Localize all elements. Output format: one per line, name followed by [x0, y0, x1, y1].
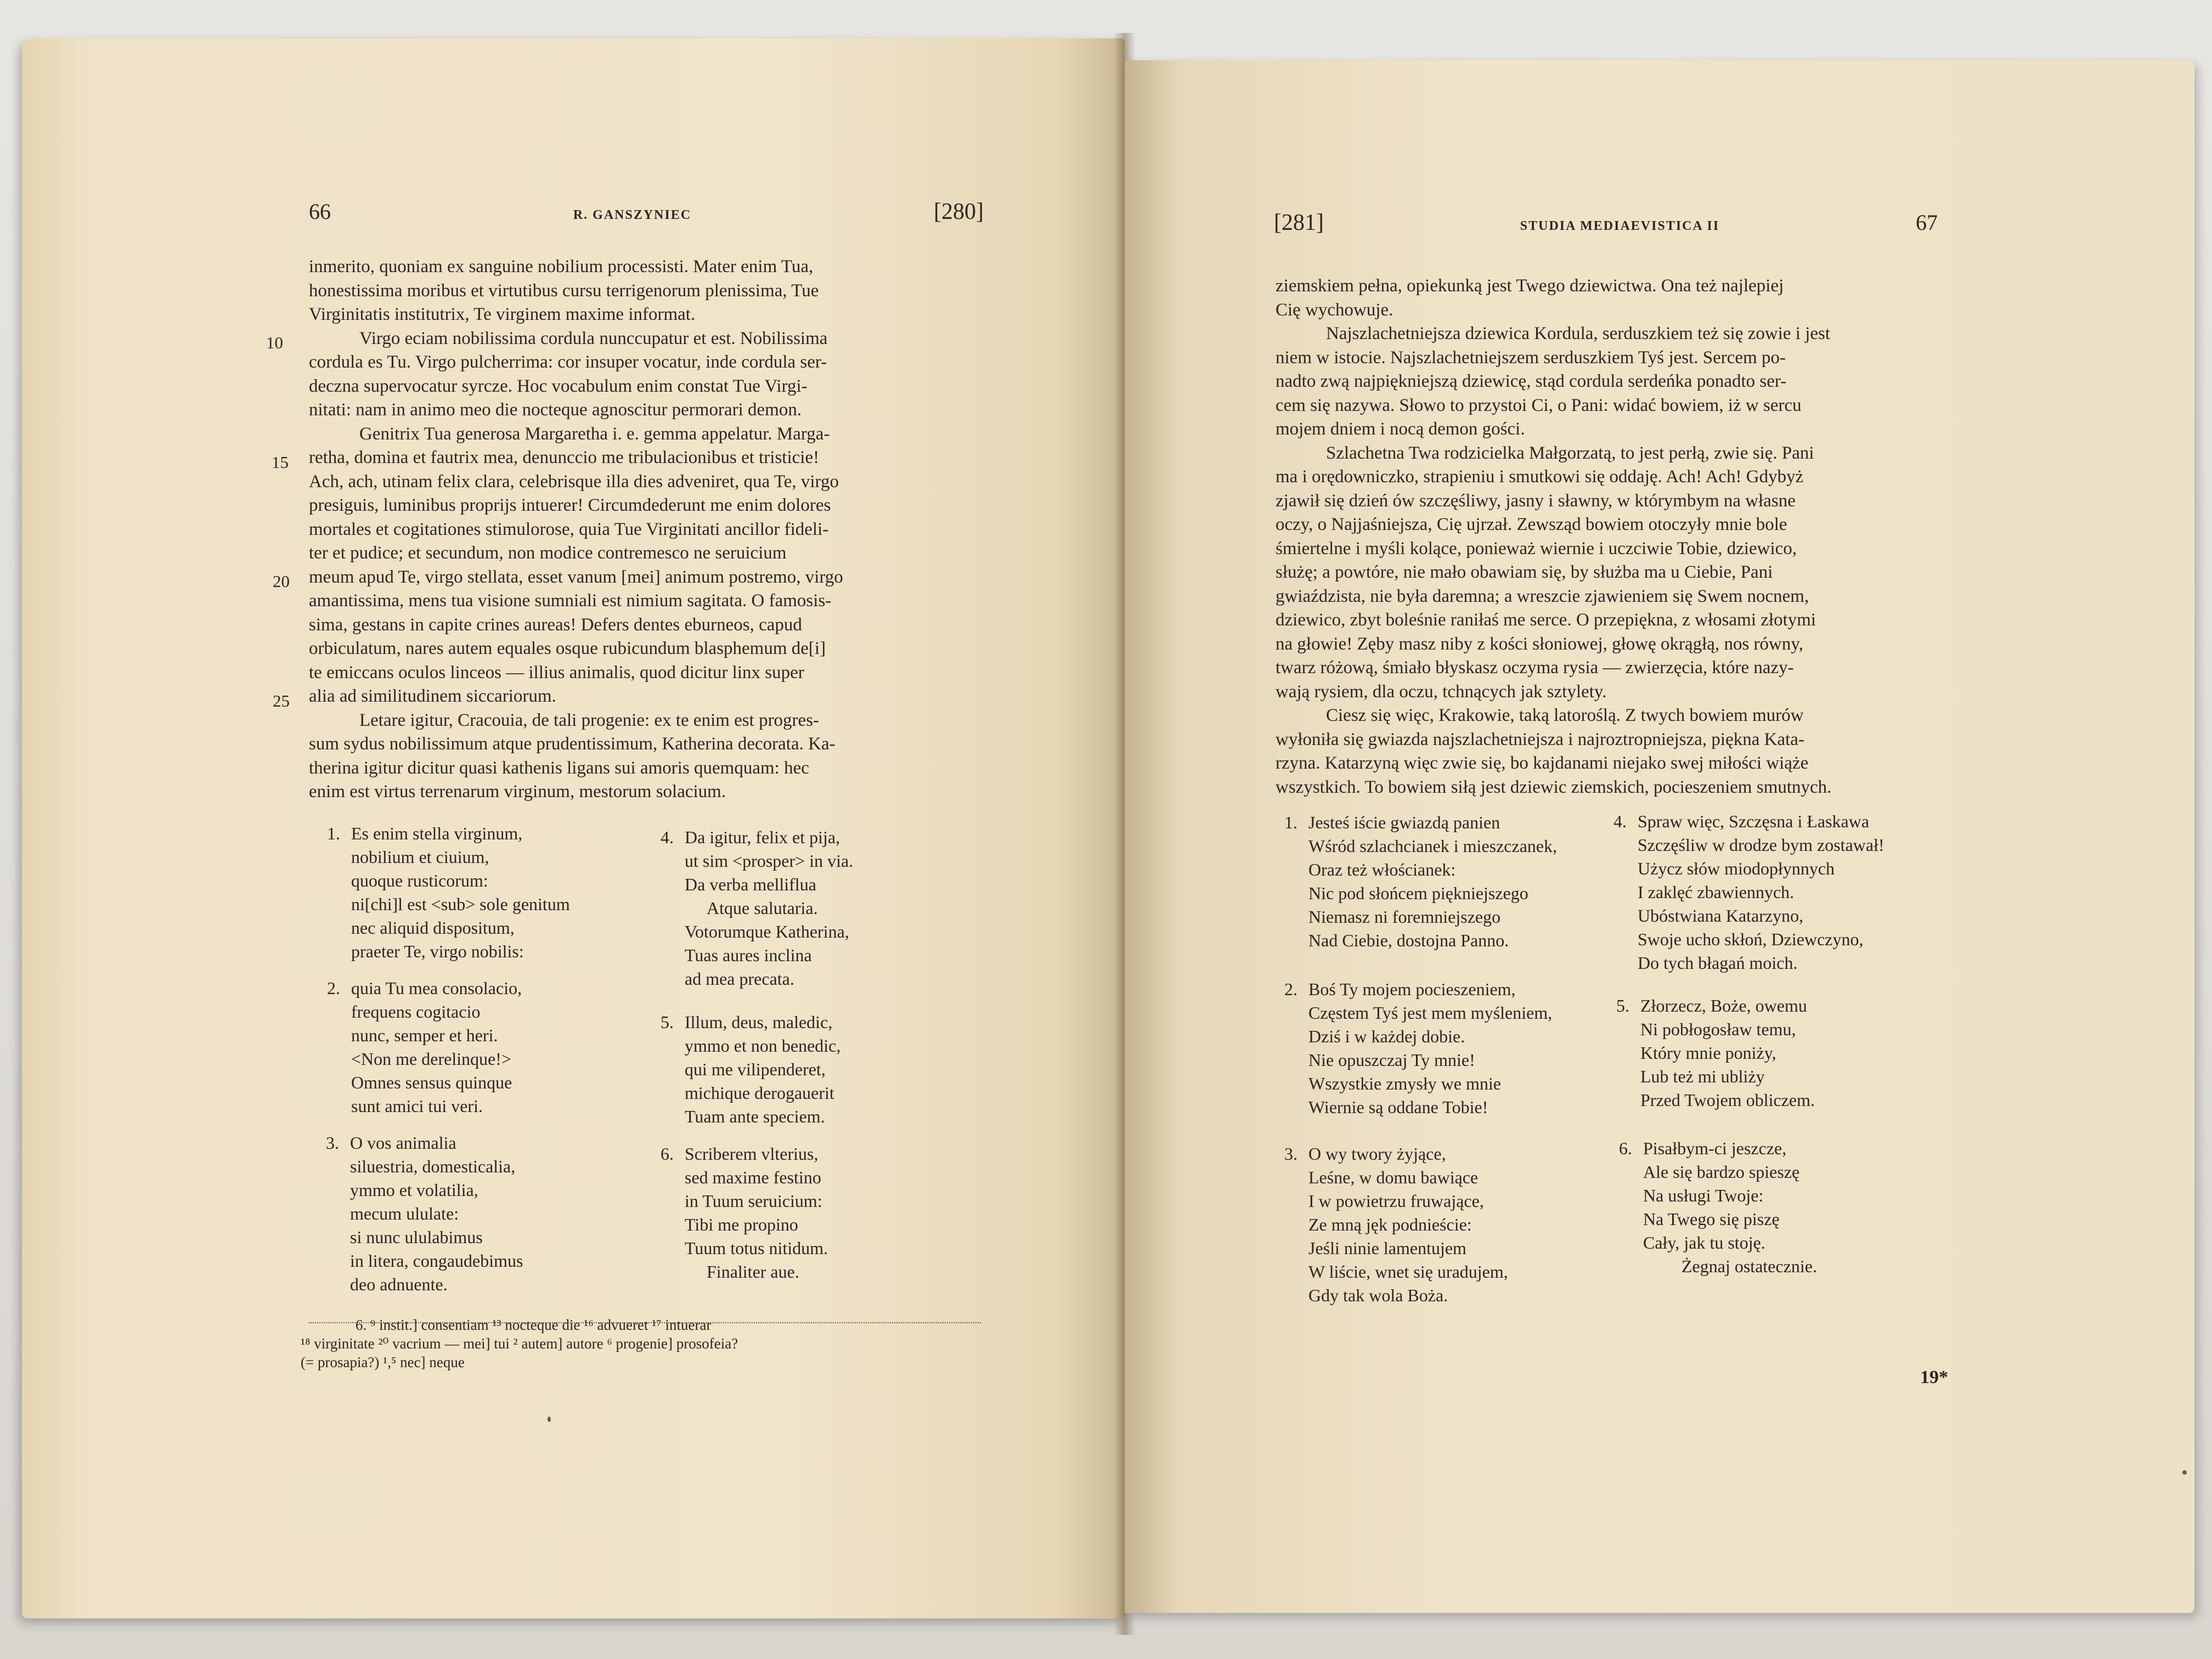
verse-line: Da igitur, felix et pija,	[685, 827, 840, 847]
verse-line: Ze mną jęk podnieście:	[1308, 1215, 1472, 1234]
line-number: 15	[272, 453, 289, 472]
verse-line: quia Tu mea consolacio,	[351, 978, 522, 998]
verse-line: Niemasz ni foremniejszego	[1308, 907, 1501, 927]
verse-line: Szczęśliw w drodze bym zostawał!	[1638, 835, 1884, 855]
right-bracket-number: [281]	[1274, 210, 1324, 235]
footnotes	[301, 1316, 986, 1372]
text-line: wyłoniła się gwiazda najszlachetniejsza i najroztropniejsza, piękna Kata-	[1276, 729, 1804, 749]
verse-line: Wiernie są oddane Tobie!	[1308, 1097, 1488, 1117]
verse-line: Wszystkie zmysły we mnie	[1308, 1074, 1502, 1093]
verse-line: Es enim stella virginum,	[351, 823, 523, 843]
verse-line: quoque rusticorum:	[351, 871, 488, 890]
stanza-number: 2.	[1284, 979, 1297, 999]
verse-line: Jeśli ninie lamentujem	[1308, 1238, 1466, 1258]
text-line: śmiertelne i myśli kolące, ponieważ wiernie i uczciwie Tobie, dziewico,	[1276, 538, 1797, 558]
footnote-line: ¹⁸ virginitate ²⁰ vacrium — mei] tui ² autem] autore ⁶ progenie] prosofeia?	[301, 1335, 738, 1352]
verse-line: Boś Ty mojem pocieszeniem,	[1308, 979, 1516, 999]
verse-line: michique derogauerit	[685, 1083, 834, 1103]
verse-line: nec aliquid dispositum,	[351, 918, 515, 938]
stanza-number: 6.	[661, 1144, 674, 1164]
left-page-number: 66	[309, 199, 331, 224]
paper-speck	[548, 1417, 551, 1422]
verse-line: Który mnie poniży,	[1640, 1043, 1776, 1063]
verse-line: in litera, congaudebimus	[350, 1251, 523, 1271]
verse-line: Na Twego się piszę	[1643, 1209, 1780, 1229]
footnote-line: 6. ⁹ instit.] consentiam ¹³ nocteque die ¹⁶ advueret ¹⁷ intuerar	[356, 1317, 712, 1333]
verse-line: Atque salutaria.	[707, 898, 818, 918]
text-line: wają rysiem, dla oczu, tchnących jak sztylety.	[1276, 681, 1607, 702]
footnote-line: (= prosapia?) ¹,⁵ nec] neque	[301, 1354, 465, 1370]
verse-line: ni[chi]l est <sub> sole genitum	[351, 894, 570, 914]
text-line: Virgo eciam nobilissima cordula nunccupatur et est. Nobilissima	[359, 328, 828, 348]
text-line: orbiculatum, nares autem equales osque rubicundum blasphemum de[i]	[309, 639, 826, 658]
verse-line: ymmo et non benedic,	[685, 1036, 841, 1056]
verse-line: qui me vilipenderet,	[685, 1059, 826, 1079]
verse-line: I zaklęć zbawiennych.	[1638, 882, 1795, 902]
polish-stanza-5	[1616, 994, 1815, 1112]
verse-line: frequens cogitacio	[351, 1002, 481, 1022]
paper-speck	[2182, 1470, 2187, 1475]
line-number: 20	[273, 572, 290, 591]
verse-line: Leśne, w domu bawiące	[1308, 1167, 1479, 1187]
stanza-number: 4.	[1613, 811, 1627, 831]
verse-line: nunc, semper et heri.	[351, 1025, 498, 1045]
verse-line: Pisałbym-ci jeszcze,	[1643, 1138, 1787, 1158]
text-line: niem w istocie. Najszlachetniejszem serduszkiem Tyś jest. Sercem po-	[1276, 347, 1786, 368]
text-line: sima, gestans in capite crines aureas! Defers dentes eburneos, capud	[309, 614, 802, 635]
text-line: Cię wychowuje.	[1276, 300, 1393, 320]
line-number: 25	[273, 691, 290, 710]
text-line: meum apud Te, virgo stellata, esset vanum [mei] animum postremo, virgo	[309, 567, 843, 587]
text-line: Virginitatis institutrix, Te virginem maxime informat.	[309, 304, 696, 324]
text-line: twarz różową, śmiało błyskasz oczyma rysia — zwierzęcia, które nazy-	[1276, 658, 1794, 678]
text-line: rzyna. Katarzyną więc zwie się, bo kajdanami niejako swej miłości wiąże	[1276, 753, 1809, 773]
verse-line: Żegnaj ostatecznie.	[1681, 1256, 1817, 1276]
verse-line: Przed Twojem obliczem.	[1640, 1090, 1815, 1110]
right-page-number: 67	[1915, 210, 1938, 235]
verse-line: Lub też mi ubliży	[1640, 1066, 1765, 1086]
verse-line: Da verba melliflua	[685, 874, 816, 894]
verse-line: Tuum totus nitidum.	[685, 1238, 828, 1258]
text-line: amantissima, mens tua visione sumniali est nimium sagitata. O famosis-	[309, 591, 832, 611]
verse-line: Nad Ciebie, dostojna Panno.	[1308, 930, 1509, 950]
verse-line: Ale się bardzo spieszę	[1643, 1162, 1800, 1182]
text-line: enim est virtus terrenarum virginum, mestorum solacium.	[309, 782, 726, 802]
text-line: mojem dniem i nocą demon gości.	[1276, 419, 1525, 439]
text-line: cordula es Tu. Virgo pulcherrima: cor insuper vocatur, inde cordula ser-	[309, 352, 827, 372]
text-line: dziewico, zbyt boleśnie raniłaś me serce. O przepiękna, z włosami złotymi	[1276, 610, 1816, 630]
text-line: oczy, o Najjaśniejsza, Cię ujrzał. Zewsząd bowiem otoczyły mnie bole	[1276, 515, 1787, 534]
verse-line: deo adnuente.	[350, 1274, 448, 1294]
verse-line: O vos animalia	[350, 1133, 456, 1153]
text-line: sum sydus nobilissimum atque prudentissimum, Katherina decorata. Ka-	[309, 734, 836, 754]
text-line: honestissima moribus et virtutibus cursu terrigenorum plenissima, Tue	[309, 280, 819, 301]
verse-line: Złorzecz, Boże, owemu	[1640, 996, 1807, 1015]
text-line: gwiaździsta, nie była daremna; a wreszcie zjawieniem się Swem nocnem,	[1276, 586, 1809, 606]
verse-line: Na usługi Twoje:	[1643, 1186, 1764, 1205]
text-line: mortales et cogitationes stimulorose, quia Tue Virginitati ancillor fideli-	[309, 519, 829, 539]
text-line: inmerito, quoniam ex sanguine nobilium processisti. Mater enim Tua,	[309, 257, 814, 276]
verse-line: I w powietrzu fruwające,	[1308, 1191, 1484, 1211]
polish-stanza-3	[1284, 1142, 1508, 1307]
polish-stanza-4	[1613, 810, 1884, 975]
verse-line: Nie opuszczaj Ty mnie!	[1308, 1050, 1475, 1070]
verse-line: W liście, wnet się uradujem,	[1308, 1262, 1508, 1282]
verse-line: Finaliter aue.	[707, 1262, 799, 1282]
verse-line: <Non me derelinque!>	[351, 1049, 511, 1069]
text-line: presiguis, luminibus proprijs intuerer! Circumdederunt me enim dolores	[309, 495, 831, 515]
verse-line: sed maxime festino	[685, 1167, 821, 1187]
verse-line: Do tych błagań moich.	[1638, 953, 1798, 973]
text-line: ziemskiem pełna, opiekunką jest Twego dziewictwa. Ona też najlepiej	[1276, 276, 1784, 296]
verse-line: O wy twory żyjące,	[1308, 1144, 1446, 1164]
latin-stanza-6	[661, 1142, 828, 1284]
text-line: Letare igitur, Cracouia, de tali progenie: ex te enim est progres-	[359, 710, 820, 730]
verse-line: praeter Te, virgo nobilis:	[351, 941, 524, 961]
verse-line: Tibi me propino	[685, 1215, 798, 1234]
verse-line: Wśród szlachcianek i mieszczanek,	[1308, 836, 1558, 856]
verse-line: Częstem Tyś jest mem myśleniem,	[1308, 1003, 1553, 1023]
verse-line: Jesteś iście gwiazdą panien	[1308, 812, 1500, 832]
latin-stanza-4	[661, 826, 854, 991]
right-page-header	[1274, 210, 1938, 236]
verse-line: mecum ululate:	[350, 1204, 459, 1223]
stanza-number: 5.	[661, 1012, 674, 1032]
verse-line: Scriberem vlterius,	[685, 1144, 819, 1164]
text-line: Genitrix Tua generosa Margaretha i. e. gemma appelatur. Marga-	[359, 424, 830, 444]
text-line: cem się nazywa. Słowo to przystoi Ci, o Pani: widać bowiem, iż w sercu	[1276, 395, 1802, 415]
latin-stanza-1	[327, 822, 570, 963]
text-line: therina igitur dicitur quasi kathenis ligans sui amoris quemquam: hec	[309, 758, 809, 778]
left-prose	[309, 255, 981, 804]
verse-line: Użycz słów miodopłynnych	[1638, 859, 1835, 878]
verse-line: Illum, deus, maledic,	[685, 1012, 833, 1032]
text-line: alia ad similitudinem siccariorum.	[309, 686, 556, 706]
text-line: Ciesz się więc, Krakowie, taką latoroślą. Z twych bowiem murów	[1326, 706, 1804, 725]
verse-line: ad mea precata.	[685, 969, 794, 989]
verse-line: Cały, jak tu stoję.	[1643, 1233, 1765, 1252]
text-line: retha, domina et fautrix mea, denunccio me tribulacionibus et tristicie!	[309, 448, 820, 467]
verse-line: Nic pod słońcem piękniejszego	[1308, 883, 1528, 903]
text-line: deczna supervocatur syrcze. Hoc vocabulum enim constat Tue Virgi-	[309, 376, 808, 396]
left-running-head: R. GANSZYNIEC	[573, 208, 692, 222]
text-line: ma i orędowniczko, strapieniu i smutkowi się oddaję. Ach! Ach! Gdybyż	[1276, 467, 1804, 487]
polish-stanza-1	[1284, 811, 1558, 952]
latin-stanza-2	[327, 977, 522, 1118]
left-page-header	[309, 199, 984, 225]
verse-line: Ni pobłogosław temu,	[1640, 1019, 1796, 1039]
verse-line: ut sim <prosper> in via.	[685, 851, 854, 871]
text-line: nadto zwą najpiękniejszą dziewicę, stąd cordula serdeńka ponadto ser-	[1276, 371, 1787, 391]
right-prose	[1276, 274, 1938, 799]
stanza-number: 1.	[327, 823, 340, 843]
verse-line: nobilium et ciuium,	[351, 847, 489, 867]
verse-line: Oraz też włościanek:	[1308, 860, 1456, 879]
verse-line: Gdy tak wola Boża.	[1308, 1285, 1448, 1305]
stanza-number: 4.	[661, 827, 674, 847]
stanza-number: 5.	[1616, 996, 1629, 1015]
text-line: służę; a powtóre, nie mało obawiam się, by służba ma u Ciebie, Pani	[1276, 562, 1773, 582]
polish-stanza-2	[1284, 978, 1553, 1119]
stanza-number: 2.	[327, 978, 340, 998]
verse-line: Ubóstwiana Katarzyno,	[1638, 906, 1804, 926]
verse-line: Votorumque Katherina,	[685, 922, 849, 941]
verse-line: in Tuum seruicium:	[685, 1191, 822, 1211]
verse-line: si nunc ululabimus	[350, 1227, 483, 1247]
text-line: Ach, ach, utinam felix clara, celebrisque illa dies adveniret, qua Te, virgo	[309, 471, 839, 492]
verse-line: Tuam ante speciem.	[685, 1107, 825, 1126]
stanza-number: 6.	[1619, 1138, 1632, 1158]
stanza-number: 3.	[1284, 1144, 1297, 1164]
verse-line: Spraw więc, Szczęsna i Łaskawa	[1638, 811, 1870, 831]
verse-line: Tuas aures inclina	[685, 945, 812, 965]
verse-line: Swoje ucho skłoń, Dziewczyno,	[1638, 929, 1864, 949]
polish-stanza-6	[1619, 1137, 1817, 1278]
verse-line: siluestria, domesticalia,	[350, 1156, 516, 1176]
left-bracket-number: [280]	[934, 199, 984, 224]
text-line: ter et pudice; et secundum, non modice contremesco ne seruicium	[309, 543, 787, 563]
verse-line: ymmo et volatilia,	[350, 1180, 478, 1200]
text-line: Najszlachetniejsza dziewica Kordula, serduszkiem też się zowie i jest	[1326, 324, 1831, 343]
text-line: nitati: nam in animo meo die nocteque agnoscitur permorari demon.	[309, 400, 802, 420]
signature-mark: 19*	[1920, 1367, 1948, 1387]
latin-stanza-5	[661, 1011, 841, 1128]
stanza-number: 3.	[326, 1133, 339, 1153]
line-number: 10	[266, 333, 283, 352]
latin-stanza-3	[326, 1131, 523, 1296]
verse-line: Omnes sensus quinque	[351, 1073, 512, 1092]
text-line: zjawił się dzień ów szczęśliwy, jasny i sławny, w którymbym na własne	[1276, 490, 1796, 511]
verse-line: sunt amici tui veri.	[351, 1096, 483, 1116]
right-running-head: STUDIA MEDIAEVISTICA II	[1520, 219, 1720, 233]
verse-line: Dziś i w każdej dobie.	[1308, 1026, 1465, 1046]
stanza-number: 1.	[1284, 812, 1297, 832]
text-line: na głowie! Zęby masz niby z kości słoniowej, głowę okrągłą, nos równy,	[1276, 634, 1803, 654]
text-line: Szlachetna Twa rodzicielka Małgorzatą, to jest perłą, zwie się. Pani	[1326, 443, 1814, 463]
text-line: wszystkich. To bowiem siłą jest dziewic ziemskich, pocieszeniem smutnych.	[1276, 777, 1832, 797]
text-line: te emiccans oculos linceos — illius animalis, quod dicitur linx super	[309, 662, 804, 682]
